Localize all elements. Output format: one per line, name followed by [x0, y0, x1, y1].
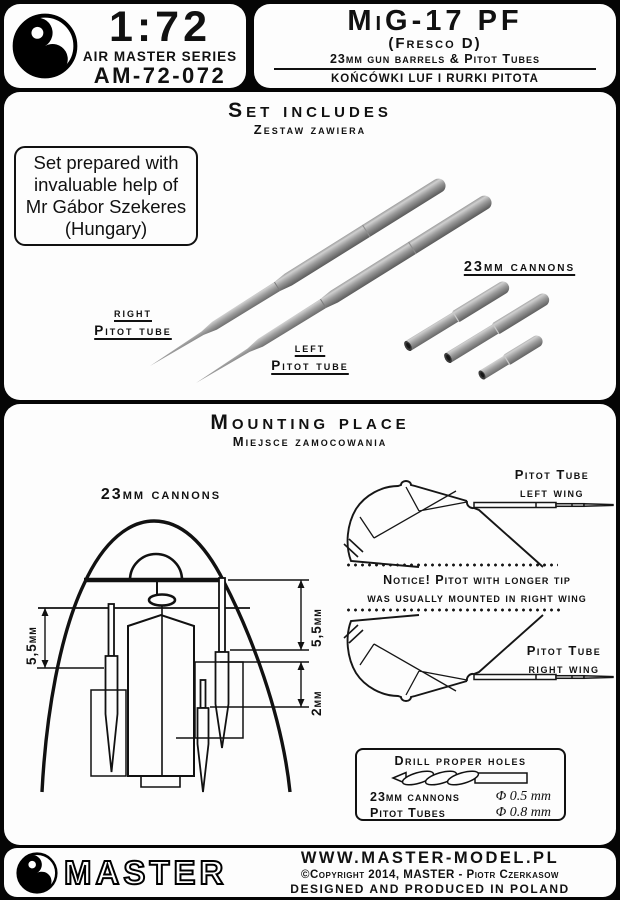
left-pitot-label: left Pitot tube [271, 340, 349, 373]
intake-splitter-duct [128, 615, 194, 776]
section-title: Set includes [228, 99, 392, 122]
dim-left-label: 5,5mm [24, 626, 39, 665]
header-title-box [254, 4, 616, 88]
cannons-label: 23mm cannons [463, 259, 576, 275]
credit-line: Mr Gábor Szekeres [25, 196, 187, 217]
brand-lockup [16, 848, 227, 897]
origin-line: DESIGNED AND PRODUCED IN POLAND [290, 882, 570, 896]
pitot-left-wing-label: Pitot Tube left wing [514, 467, 590, 500]
credit-line: invaluable help of [34, 174, 178, 195]
series-label: AIR MASTER SERIES [82, 49, 238, 64]
left-cannon-outline [106, 604, 118, 772]
nose-front-diagram [24, 504, 324, 834]
dim-right-top-label: 5,5mm [309, 608, 324, 647]
kit-nato-name: (Fresco D) [388, 35, 482, 52]
right-cannon-outline [198, 578, 229, 792]
pitot-right-wing-label: Pitot Tube right wing [526, 643, 602, 676]
kit-description-pl: KOŃCÓWKI LUF I RURKI PITOTA [330, 73, 539, 85]
credit-line: Set prepared with [33, 152, 179, 173]
master-logo-icon [12, 13, 78, 79]
radar-dome-outline [130, 554, 182, 580]
footer-bar [4, 848, 616, 897]
header-brand-box [4, 4, 246, 88]
cannon-barrel-render [442, 291, 552, 365]
drill-row-pitots: Pitot Tubes Φ 0.8 mm [370, 805, 551, 820]
drill-row-cannons: 23mm cannons Φ 0.5 mm [370, 789, 551, 804]
cannon-barrel-render [402, 279, 512, 353]
drill-holes-box [355, 748, 566, 821]
section-subtitle-pl: Miejsce zamocowania [232, 434, 388, 449]
header-divider [274, 68, 596, 70]
notice-text: Notice! Pitot with longer tip was usually mounted in right wing [367, 573, 587, 605]
cannons-mounting-label: 23mm cannons [100, 486, 222, 503]
kit-title: MiG-17 PF [347, 5, 523, 37]
copyright-line: ©Copyright 2014, MASTER - Piotr Czerkasow [301, 869, 559, 881]
brand-name: MASTER [64, 853, 228, 891]
scale-label: 1:72 [108, 3, 212, 51]
fuselage-dotted-line [345, 563, 558, 567]
drill-bit-icon [391, 769, 531, 787]
drill-title: Drill proper holes [394, 754, 527, 768]
kit-description: 23mm gun barrels & Pitot Tubes [329, 52, 541, 66]
master-logo-icon [16, 852, 58, 894]
section-title: Mounting place [210, 411, 410, 434]
set-includes-section [4, 92, 616, 400]
website-url: WWW.MASTER-MODEL.PL [300, 849, 560, 867]
credit-line: (Hungary) [64, 218, 148, 239]
section-subtitle-pl: Zestaw zawiera [253, 122, 367, 137]
right-pitot-label: right Pitot tube [94, 305, 172, 338]
mounting-place-section [4, 404, 616, 845]
dim-right-bottom-label: 2mm [309, 690, 324, 716]
bullet-fairing [149, 595, 175, 606]
product-code: AM-72-072 [93, 63, 227, 88]
